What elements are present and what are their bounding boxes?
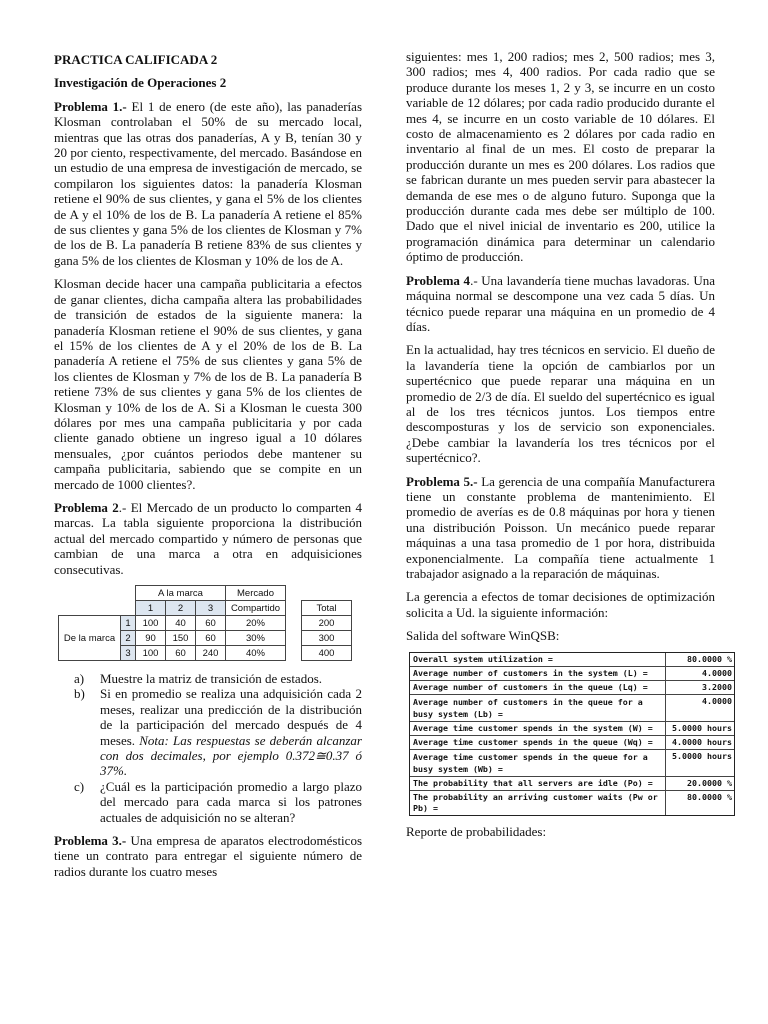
problem-5-text: La gerencia de una compañía Manufacturera tiene un constante problema de mantenimiento. El promedio de averías es de 0.8 máquinas por hora y tienen una distribución Poisson. Un mecánico puede reparar máquinas a una tasa promedio de 1 por hora, distribuida exponencialmente. La compañía tiene actualmente 1 trabajador asignado a la reparación de máquinas. (406, 473, 715, 581)
document-title: PRACTICA CALIFICADA 2 (54, 52, 218, 67)
table-cell: 40 (166, 616, 196, 631)
output-label: Average number of customers in the system (L) = (410, 667, 666, 680)
problem-2-label: Problema 2 (54, 499, 119, 515)
table-row (410, 681, 734, 695)
list-item-text: Muestre la matriz de transición de estados. (100, 671, 323, 686)
table-row (410, 736, 734, 750)
col-header: 1 (136, 601, 166, 616)
problem-2-text: .- El Mercado de un producto lo comparten 4 marcas. La tabla siguiente proporciona la distribución actual del mercado compartido y número de personas que cambian de una marca a otra en adquisiciones consecutivas. (54, 499, 362, 577)
table-cell: 100 (136, 616, 166, 631)
table-row (410, 722, 734, 736)
probability-report-label: Reporte de probabilidades: (406, 823, 547, 839)
problem-5-paragraph-2: La gerencia a efectos de tomar decisiones de optimización solicita a Ud. la siguiente información: (406, 589, 715, 620)
output-value: 4.0000 hours (672, 736, 732, 747)
problem-3-text: Una empresa de aparatos electrodomésticos tiene un contrato para entregar el siguiente número de radios durante los cuatro meses (54, 833, 362, 879)
list-item-text: ¿Cuál es la participación promedio a largo plazo del mercado para cada marca si los patrones actuales de adquisición no se alteran? (100, 778, 362, 825)
table-cell-total: 300 (302, 631, 352, 646)
col-header: 2 (166, 601, 196, 616)
table-cell: 240 (196, 646, 226, 661)
table-cell-market: 20% (226, 616, 286, 631)
table-row (410, 750, 734, 777)
output-label: The probability an arriving customer waits (Pw or Pb) = (410, 791, 666, 815)
output-value: 5.0000 hours (672, 750, 732, 761)
row-label-from-brand: De la marca (59, 616, 121, 661)
problem-1-paragraph-1 (54, 99, 362, 268)
problem-4-paragraph-1 (406, 273, 715, 335)
table-cell-market: 30% (226, 631, 286, 646)
output-label: The probability that all servers are idle (Po) = (410, 777, 666, 790)
table-row (410, 667, 734, 681)
header-market: Mercado (226, 586, 286, 601)
table-row (59, 616, 352, 631)
list-item (54, 671, 362, 686)
problem-1-label: Problema 1.- (54, 98, 127, 114)
list-marker: a) (74, 671, 85, 686)
problem-2-paragraph (54, 500, 362, 577)
output-label: Average time customer spends in the queue (Wq) = (410, 736, 666, 749)
table-cell: 100 (136, 646, 166, 661)
table-row (410, 791, 734, 815)
output-value: 5.0000 hours (672, 722, 732, 733)
output-label: Average time customer spends in the queue for a busy system (Wb) = (410, 750, 666, 776)
problem-4-text: .- Una lavandería tiene muchas lavadoras. Una máquina normal se descompone una vez cada 5 días. Un técnico puede reparar una máquina en un promedio de 4 días. (406, 272, 715, 334)
header-to-brand: A la marca (136, 586, 226, 601)
problem-5-paragraph-1 (406, 474, 715, 582)
problem-3-paragraph-start (54, 833, 362, 879)
table-cell-total: 200 (302, 616, 352, 631)
table-cell: 60 (166, 646, 196, 661)
table-header-row-2 (59, 601, 352, 616)
document-subtitle: Investigación de Operaciones 2 (54, 75, 227, 91)
problem-4-paragraph-2: En la actualidad, hay tres técnicos en servicio. El dueño de la lavandería tiene la opción de cambiarlos por un supertécnico que puede reparar una máquina en un promedio de 2/3 de día. El sueldo del supertécnico es igual al de los tres técnicos juntos. Los tiempos entre descomposturas y los de servicio son exponenciales. ¿Debe cambiar la lavandería los tres técnicos por el supertécnico?. (406, 342, 715, 466)
table-cell: 60 (196, 631, 226, 646)
output-label: Average number of customers in the queue (Lq) = (410, 681, 666, 694)
output-label: Average number of customers in the queue for a busy system (Lb) = (410, 695, 666, 721)
output-label: Average time customer spends in the system (W) = (410, 722, 666, 735)
list-item (54, 779, 362, 825)
right-column (406, 49, 732, 839)
problem-3-label: Problema 3.- (54, 833, 127, 849)
table-row (410, 777, 734, 791)
row-index: 2 (121, 631, 136, 646)
market-share-table (58, 585, 352, 661)
header-total: Total (302, 601, 352, 616)
list-item-text: Si en promedio se realiza una adquisición cada 2 meses, realizar una predicción de la distribución de la participación del mercado después de 4 meses. (100, 686, 362, 748)
table-cell: 60 (196, 616, 226, 631)
problem-5-label: Problema 5.- (406, 473, 478, 489)
header-market-shared: Compartido (226, 601, 286, 616)
output-value: 20.0000 % (687, 777, 732, 788)
table-row (410, 695, 734, 722)
row-index: 3 (121, 646, 136, 661)
output-value: 80.0000 % (687, 791, 732, 802)
left-column (54, 52, 362, 879)
list-marker: b) (74, 686, 85, 702)
output-value: 4.0000 (702, 695, 732, 706)
problem-1-text: El 1 de enero (de este año), las panaderías Klosman controlaban el 50% de su mercado local, mientras que las otras dos panaderías, A y B, tenían 30 y 20 por ciento, respectivamente, del mercado. Basándose en un estudio de una empresa de investigación de mercado, se compilaron los siguientes datos: la panadería Klosman retiene el 90% de sus clientes, y gana el 5% de los clientes de A y el 10% de los de B. La panadería A retiene el 85% de sus clientes y gana 5% de los clientes de Klosman y 7% de los de B. La panadería B retiene 83% de sus clientes y gana 5% de los clientes de Klosman y 10% de los de A. (54, 98, 363, 268)
problem-3-paragraph-continued: siguientes: mes 1, 200 radios; mes 2, 500 radios; mes 3, 300 radios; mes 4, 400 radios. Por cada radio que se produce durante los meses 1, 2 y 3, se incurre en un costo variable de 12 dólares; por cada radio producido durante el mes 4, se incurre en un costo variable de 10 dólares. El costo de almacenamiento es 2 dólares por cada radio en inventario al final de un mes. El costo de preparar la producción durante un mes es 200 dólares. Los radios que se fabrican durante un mes pueden servir para abastecer la demanda de ese mes o de alguno futuro. Suponga que la producción durante cada mes debe ser múltiplo de 100. Dado que el nivel inicial de inventario es 200, utilice la programación dinámica para determinar un calendario óptimo de producción. (406, 49, 715, 265)
table-cell: 90 (136, 631, 166, 646)
problem-2-questions (54, 671, 362, 825)
list-item-note: Nota: Las respuestas se deberán alcanzar con dos decimales, por ejemplo 0.372≅0.37 ó 37%. (100, 732, 362, 779)
table-cell-market: 40% (226, 646, 286, 661)
output-value: 4.0000 (702, 667, 732, 678)
row-index: 1 (121, 616, 136, 631)
list-item (54, 686, 362, 778)
software-output-label: Salida del software WinQSB: (406, 628, 560, 644)
table-cell-total: 400 (302, 646, 352, 661)
problem-1-paragraph-2: Klosman decide hacer una campaña publicitaria a efectos de ganar clientes, dicha campaña altera las probabilidades de transición de estados de la siguiente manera: la panadería Klosman retiene el 90% de sus clientes, y gana el 15% de los clientes de A y el 20% de los de B. La panadería A retiene el 75% de sus clientes y gana 5% de los clientes de Klosman y 7% de los de B. La panadería B retiene 73% de sus clientes y gana 5% de los clientes de Klosman y 10% de los de A. Si a Klosman le cuesta 300 dólares por mes una campaña publicitaria y por cada cliente ganado obtiene un ingreso igual a 10 dólares mensuales, ¿por cuántos periodos debe mantener su campaña publicitaria, sabiendo que se compite en un mercado de 1000 clientes?. (54, 276, 362, 492)
output-value: 80.0000 % (687, 653, 732, 664)
problem-4-label: Problema 4 (406, 272, 471, 288)
winqsb-output-table (409, 652, 735, 816)
table-header-row-1 (59, 586, 352, 601)
table-row (410, 653, 734, 667)
list-marker: c) (74, 778, 85, 794)
output-value: 3.2000 (702, 681, 732, 692)
output-label: Overall system utilization = (410, 653, 666, 666)
col-header: 3 (196, 601, 226, 616)
table-cell: 150 (166, 631, 196, 646)
